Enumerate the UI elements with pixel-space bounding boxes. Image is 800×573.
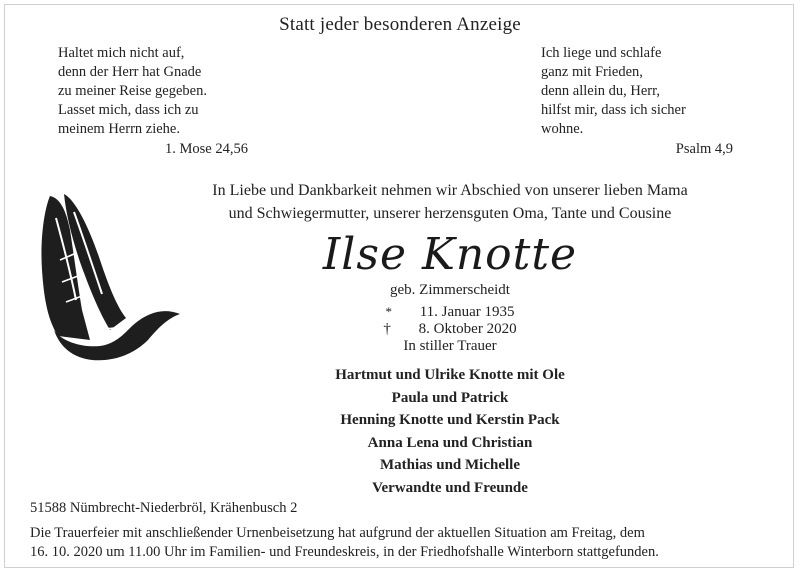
family-member: Hartmut und Ulrike Knotte mit Ole <box>335 367 565 383</box>
verse-line: denn der Herr hat Gnade <box>58 64 202 80</box>
birth-date-group <box>373 304 526 321</box>
intro-text <box>150 179 750 225</box>
address: 51588 Nümbrecht-Niederbröl, Krähenbusch 2 <box>30 500 298 516</box>
family-member: Mathias und Michelle <box>379 457 520 474</box>
verse-left <box>58 44 258 159</box>
verse-reference: Psalm 4,9 <box>675 141 733 157</box>
intro-line: und Schwiegermutter, unserer herzensguten Oma, Tante und Cousine <box>228 205 672 222</box>
mourning-label: In stiller Trauer <box>403 338 497 354</box>
intro-line: In Liebe und Dankbarkeit nehmen wir Abschied von unserer lieben Mama <box>212 182 688 199</box>
deceased-name: Ilse Knotte <box>322 229 578 280</box>
birth-name: geb. Zimmerscheidt <box>390 282 510 298</box>
family-member: Verwandte und Freunde <box>372 479 528 496</box>
birth-date: 11. Januar 1935 <box>419 304 515 320</box>
verse-line: meinem Herrn ziehe. <box>58 121 180 137</box>
death-date-group <box>371 321 528 338</box>
ceremony-info <box>30 524 780 562</box>
verse-line: ganz mit Frieden, <box>541 64 643 80</box>
death-date: 8. Oktober 2020 <box>418 321 517 337</box>
verse-line: denn allein du, Herr, <box>541 83 661 99</box>
verse-line: wohne. <box>541 121 584 137</box>
verse-line: Lasset mich, dass ich zu <box>58 102 199 118</box>
family-member: Paula und Patrick <box>391 389 509 406</box>
verse-right <box>541 44 741 159</box>
verse-line: zu meiner Reise gegeben. <box>58 83 207 99</box>
headline: Statt jeder besonderen Anzeige <box>279 14 521 35</box>
family-member: Anna Lena und Christian <box>367 434 533 451</box>
family-list <box>250 364 650 500</box>
verse-reference: 1. Mose 24,56 <box>165 141 248 157</box>
ceremony-line: 16. 10. 2020 um 11.00 Uhr im Familien- und Freundeskreis, in der Friedhofshalle Winterborn stattgefunden. <box>30 544 659 560</box>
ceremony-line: Die Trauerfeier mit anschließender Urnenbeisetzung hat aufgrund der aktuellen Situation am Freitag, dem <box>30 525 645 541</box>
life-dates <box>300 304 600 338</box>
death-symbol: † <box>383 321 391 337</box>
family-member: Henning Knotte und Kerstin Pack <box>340 412 560 429</box>
birth-symbol: * <box>385 304 392 319</box>
verse-line: Ich liege und schlafe <box>541 45 662 61</box>
verse-line: Haltet mich nicht auf, <box>58 45 185 61</box>
verse-line: hilfst mir, dass ich sicher <box>541 102 686 118</box>
